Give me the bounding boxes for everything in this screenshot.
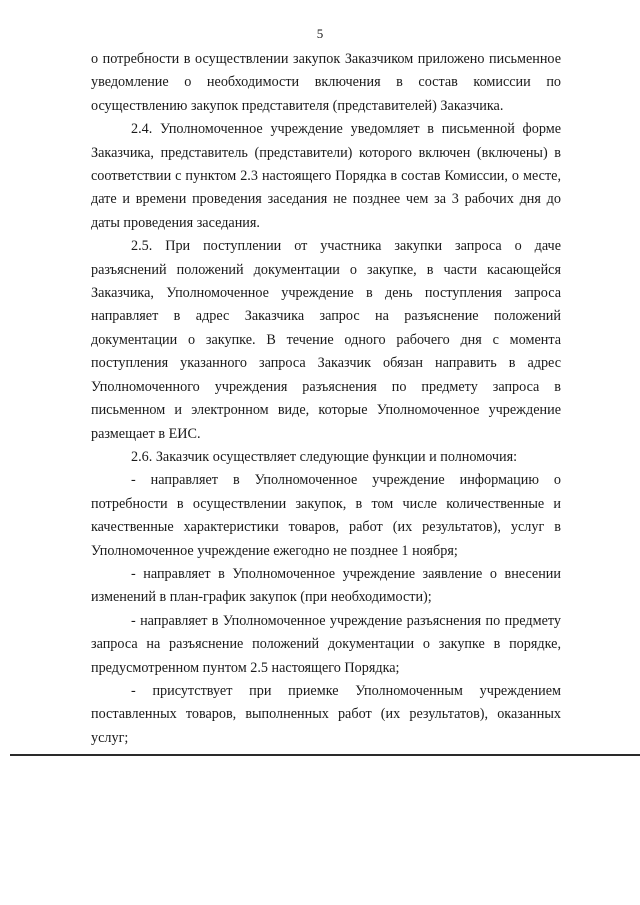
- paragraph-2-6: 2.6. Заказчик осуществляет следующие функции и полномочия:: [131, 448, 518, 465]
- scan-edge-line: [10, 754, 640, 756]
- paragraph-2-5: 2.5. При поступлении от участника закупки запроса о даче разъяснений положений документации о закупке, в части касающейся Заказчика, Уполномоченное учреждение в день поступления запроса направляет в адрес Заказчика запрос на разъяснение положений документации о закупке. В течение одного рабочего дня с момента поступления указанного запроса Заказчик обязан направить в адрес Уполномоченного учреждения разъяснения по предмету запроса в письменном и электронном виде, которые Уполномоченное учреждение размещает в ЕИС.: [91, 238, 561, 442]
- list-item-acceptance: - присутствует при приемке Уполномоченным учреждением поставленных товаров, выполненных работ (их результатов), оказанных услуг;: [91, 682, 561, 746]
- list-item-plan-changes: - направляет в Уполномоченное учреждение заявление о внесении изменений в план-график закупок (при необходимости);: [91, 565, 561, 606]
- document-body: [91, 48, 561, 750]
- page-number: 5: [316, 26, 324, 41]
- paragraph-continuation: о потребности в осуществлении закупок Заказчиком приложено письменное уведомление о необходимости включения в состав комиссии по осуществлению закупок представителя (представителей) Заказчика.: [91, 51, 561, 114]
- list-item-clarifications: - направляет в Уполномоченное учреждение разъяснения по предмету запроса на разъяснение положений документации о закупке в порядке, предусмотренном пунтом 2.5 настоящего Порядка;: [91, 612, 561, 676]
- paragraph-2-4: 2.4. Уполномоченное учреждение уведомляет в письменной форме Заказчика, представитель (представители) которого включен (включены) в соответствии с пунктом 2.3 настоящего Порядка в состав Комиссии, о месте, дате и времени проведения заседания не позднее чем за 3 рабочих дня до даты проведения заседания.: [91, 121, 561, 231]
- list-item-info-request: - направляет в Уполномоченное учреждение информацию о потребности в осуществлении закупок, в том числе количественные и качественные характеристики товаров, работ (их результатов), услуг в Уполномоченное учреждение ежегодно не позднее 1 ноября;: [91, 472, 561, 559]
